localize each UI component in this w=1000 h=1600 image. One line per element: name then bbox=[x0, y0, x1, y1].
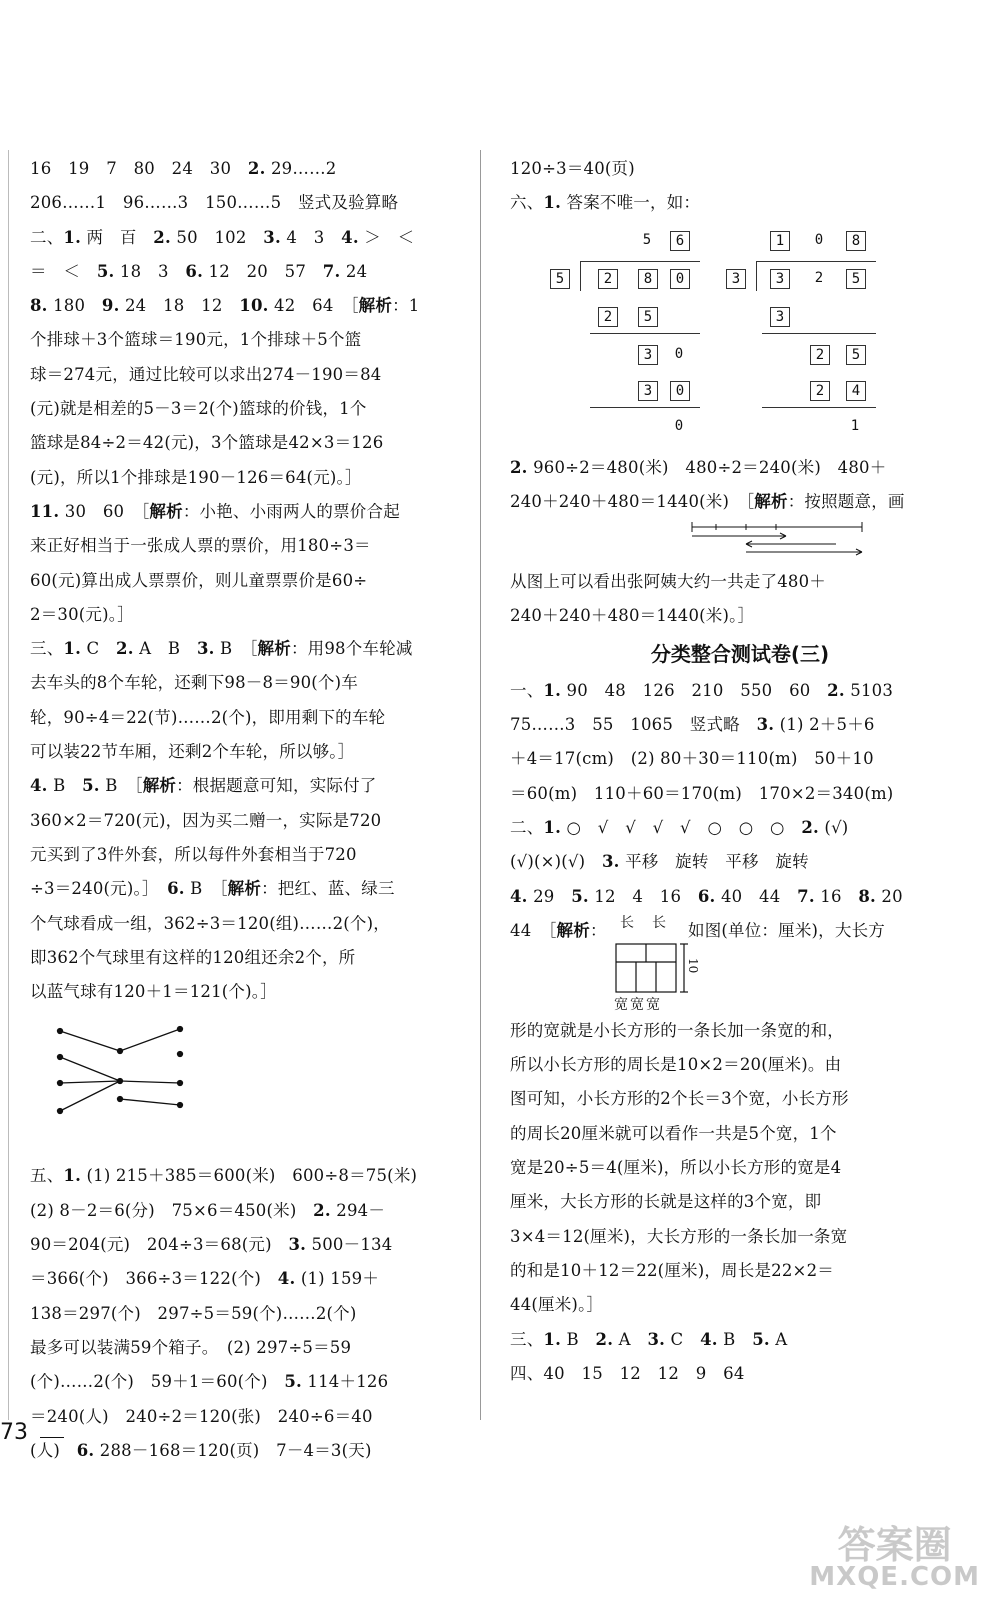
text-line: 3×4＝12(厘米)，大长方形的一条长加一条宽 bbox=[510, 1226, 848, 1246]
dividend1-box-3: 0 bbox=[670, 269, 690, 289]
answer-text-block bbox=[30, 152, 470, 1009]
q1-box: 6 bbox=[670, 231, 690, 251]
rect-wide-labels: 宽宽宽 bbox=[614, 996, 662, 1013]
dividend1-box-1: 2 bbox=[598, 269, 618, 289]
step2-digit: 0 bbox=[674, 345, 684, 362]
page-number-rule bbox=[40, 1437, 64, 1438]
text-line: 图可知，小长方形的2个长＝3个宽，小长方形 bbox=[510, 1089, 849, 1109]
right-mid2-text bbox=[510, 565, 970, 634]
page-number: 73 bbox=[0, 1420, 28, 1445]
right-answer-block bbox=[510, 674, 970, 914]
divisor2-box: 3 bbox=[726, 269, 746, 289]
text-line: ＝60(m) 110＋60＝170(m) 170×2＝340(m) bbox=[510, 783, 894, 803]
divisor1-box: 5 bbox=[550, 269, 570, 289]
text-line: 360×2＝720(元)，因为买二赠一，实际是720 bbox=[30, 810, 382, 830]
match-line-7 bbox=[120, 1099, 180, 1105]
text-line: 的周长20厘米就可以看作一共是5个宽，1个 bbox=[510, 1123, 837, 1143]
step1-box-1: 2 bbox=[598, 307, 618, 327]
answer-text-block-2 bbox=[30, 1159, 470, 1468]
division1-rule-2 bbox=[590, 407, 700, 408]
text-line: 二、1. ○ √ √ √ √ ○ ○ ○ 2. (√) bbox=[510, 817, 849, 837]
text-line: 个排球＋3个篮球＝190元，1个排球＋5个篮 bbox=[30, 330, 362, 350]
rect-long-label-1: 长 bbox=[620, 914, 635, 931]
text-line: ＝ ＜ 5. 18 3 6. 12 20 57 7. 24 bbox=[30, 261, 368, 281]
text-line: 138＝297(个) 297÷5＝59(个)……2(个) bbox=[30, 1303, 357, 1323]
text-line: 的和是10＋12＝22(厘米)，周长是22×2＝ bbox=[510, 1260, 834, 1280]
text-line: 个气球看成一组，362÷3＝120(组)……2(个)， bbox=[30, 913, 390, 933]
match-line-3 bbox=[60, 1057, 120, 1081]
text-line: 元买到了3件外套，所以每件外套相当于720 bbox=[30, 844, 357, 864]
dot-right-2 bbox=[178, 1052, 183, 1057]
step3-box-1: 3 bbox=[638, 381, 658, 401]
watermark-logo: 答案圈 bbox=[837, 1523, 952, 1567]
text-line: 宽是20÷5＝4(厘米)，所以小长方形的宽是4 bbox=[510, 1158, 842, 1178]
text-line: 四、40 15 12 12 9 64 bbox=[510, 1363, 745, 1383]
left-margin-rule bbox=[8, 150, 9, 1420]
left-column bbox=[30, 152, 470, 1468]
division2-rule-2 bbox=[762, 407, 876, 408]
remainder1: 0 bbox=[674, 417, 684, 434]
text-line: 从图上可以看出张阿姨大约一共走了480＋ bbox=[510, 572, 826, 592]
rect-ten-label: 10 bbox=[686, 957, 700, 974]
text-line: 三、1. B 2. A 3. C 4. B 5. A bbox=[510, 1329, 788, 1349]
text-line: 240＋240＋480＝1440(米) ［解析：按照题意，画 bbox=[510, 491, 905, 511]
division2-bracket bbox=[756, 261, 757, 291]
rect-prefix: 44 ［解析： bbox=[510, 920, 607, 940]
text-line: ＝366(个) 366÷3＝122(个) 4. (1) 159＋ bbox=[30, 1269, 380, 1289]
step3b-box-1: 2 bbox=[810, 381, 830, 401]
remainder2: 1 bbox=[850, 417, 860, 434]
text-line: (元)，所以1个排球是190－126＝64(元)。］ bbox=[30, 467, 362, 487]
watermark bbox=[809, 1523, 980, 1592]
q2-box-1: 1 bbox=[770, 231, 790, 251]
text-line: 球＝274元，通过比较可以求出274－190＝84 bbox=[30, 364, 382, 384]
division2-rule-1 bbox=[762, 333, 876, 334]
text-line: (个)……2(个) 59＋1＝60(个) 5. 114＋126 bbox=[30, 1372, 389, 1392]
text-line: 轮，90÷4＝22(节)……2(个)，即用剩下的车轮 bbox=[30, 707, 386, 727]
text-line: 60(元)算出成人票票价，则儿童票票价是60÷ bbox=[30, 570, 368, 590]
text-line: 可以装22节车厢，还剩2个车轮，所以够。］ bbox=[30, 742, 355, 762]
match-line-5 bbox=[60, 1081, 120, 1083]
text-line: 8. 180 9. 24 18 12 10. 42 64 ［解析：1 bbox=[30, 296, 420, 316]
route-line bbox=[510, 519, 970, 565]
q1-digit: 5 bbox=[642, 231, 652, 248]
text-line: 去车头的8个车轮，还剩下98－8＝90(个)车 bbox=[30, 673, 358, 693]
right-column bbox=[510, 152, 970, 1391]
text-line: 240＋240＋480＝1440(米)。］ bbox=[510, 606, 755, 626]
text-line: 4. 29 5. 12 4 16 6. 40 44 7. 16 8. 20 bbox=[510, 886, 903, 906]
text-line: (元)就是相差的5－3＝2(个)篮球的价钱，1个 bbox=[30, 399, 367, 419]
division1-bar bbox=[580, 261, 700, 262]
text-line: 11. 30 60 ［解析：小艳、小雨两人的票价合起 bbox=[30, 501, 400, 521]
text-line: 六、1. 答案不唯一，如： bbox=[510, 193, 701, 213]
column-divider bbox=[480, 150, 481, 1420]
match-line-1 bbox=[60, 1031, 120, 1051]
division1-rule-1 bbox=[590, 333, 700, 334]
text-line: 厘米，大长方形的长就是这样的3个宽，即 bbox=[510, 1192, 822, 1212]
text-line: 形的宽就是小长方形的一条长加一条宽的和， bbox=[510, 1020, 844, 1040]
text-line: 4. B 5. B ［解析：根据题意可知，实际付了 bbox=[30, 776, 377, 796]
text-line: 206……1 96……3 150……5 竖式及验算略 bbox=[30, 193, 399, 213]
text-line: 16 19 7 80 24 30 2. 29……2 bbox=[30, 159, 337, 178]
match-line-4 bbox=[120, 1081, 180, 1083]
text-line: 五、1. (1) 215＋385＝600(米) 600÷8＝75(米) bbox=[30, 1166, 418, 1186]
step2b-box-1: 2 bbox=[810, 345, 830, 365]
right-mid-text bbox=[510, 451, 970, 520]
section-title: 分类整合测试卷(三) bbox=[650, 641, 830, 666]
rect-line-block bbox=[510, 914, 970, 1014]
q2-digit: 0 bbox=[814, 231, 824, 248]
step1-box-2: 5 bbox=[638, 307, 658, 327]
text-line: 篮球是84÷2＝42(元)，3个篮球是42×3＝126 bbox=[30, 433, 384, 453]
dividend1-box-2: 8 bbox=[638, 269, 658, 289]
step2b-box-2: 5 bbox=[846, 345, 866, 365]
division1-bracket bbox=[580, 261, 581, 291]
text-line: 75……3 55 1065 竖式略 3. (1) 2＋5＋6 bbox=[510, 715, 875, 735]
text-line: 120÷3＝40(页) bbox=[510, 159, 635, 178]
route-diagram bbox=[686, 519, 886, 563]
matching-lines-svg bbox=[50, 1019, 250, 1129]
text-line: 2. 960÷2＝480(米) 480÷2＝240(米) 480＋ bbox=[510, 457, 887, 477]
text-line: 以蓝气球有120＋1＝121(个)。］ bbox=[30, 982, 277, 1002]
long-division-diagrams bbox=[510, 221, 970, 451]
text-line: (2) 8－2＝6(分) 75×6＝450(米) 2. 294－ bbox=[30, 1200, 386, 1220]
step1b-box: 3 bbox=[770, 307, 790, 327]
text-line: 二、1. 两 百 2. 50 102 3. 4 3 4. ＞ ＜ bbox=[30, 227, 415, 247]
rect-long-label-2: 长 bbox=[652, 914, 667, 931]
text-line: ＝240(人) 240÷2＝120(张) 240÷6＝40 bbox=[30, 1406, 373, 1426]
text-line: 三、1. C 2. A B 3. B ［解析：用98个车轮减 bbox=[30, 639, 413, 659]
watermark-url: MXQE.COM bbox=[809, 1562, 980, 1592]
step3b-box-2: 4 bbox=[846, 381, 866, 401]
matching-lines-diagram bbox=[30, 1049, 470, 1159]
text-line: ＋4＝17(cm) (2) 80＋30＝110(m) 50＋10 bbox=[510, 749, 874, 769]
text-line: (√)(×)(√) 3. 平移 旋转 平移 旋转 bbox=[510, 852, 809, 872]
text-line: (人) 6. 288－168＝120(页) 7－4＝3(天) bbox=[30, 1440, 372, 1460]
text-line: 最多可以装满59个箱子。 (2) 297÷5＝59 bbox=[30, 1337, 352, 1357]
text-line: 90＝204(元) 204÷3＝68(元) 3. 500－134 bbox=[30, 1235, 393, 1255]
division2-bar bbox=[756, 261, 876, 262]
text-line: ÷3＝240(元)。］ 6. B ［解析：把红、蓝、绿三 bbox=[30, 879, 395, 899]
text-line: 来正好相当于一张成人票的票价，用180÷3＝ bbox=[30, 536, 371, 556]
text-line: 所以小长方形的周长是10×2＝20(厘米)。由 bbox=[510, 1055, 842, 1075]
right-answer-block-2 bbox=[510, 1014, 970, 1391]
dividend2-digit: 2 bbox=[814, 269, 824, 286]
match-line-2 bbox=[120, 1029, 180, 1051]
step2-box-1: 3 bbox=[638, 345, 658, 365]
step3-box-2: 0 bbox=[670, 381, 690, 401]
text-line: 2＝30(元)。］ bbox=[30, 604, 134, 624]
text-line: 即362个气球里有这样的120组还余2个，所 bbox=[30, 947, 356, 967]
text-line: 一、1. 90 48 126 210 550 60 2. 5103 bbox=[510, 680, 894, 700]
text-line: 44(厘米)。］ bbox=[510, 1295, 604, 1315]
q2-box-3: 8 bbox=[846, 231, 866, 251]
dividend2-box-3: 5 bbox=[846, 269, 866, 289]
dividend2-box-1: 3 bbox=[770, 269, 790, 289]
right-top-text bbox=[510, 152, 970, 221]
rect-caption: 如图(单位：厘米)，大长方 bbox=[688, 920, 885, 940]
match-line-6 bbox=[60, 1081, 120, 1111]
